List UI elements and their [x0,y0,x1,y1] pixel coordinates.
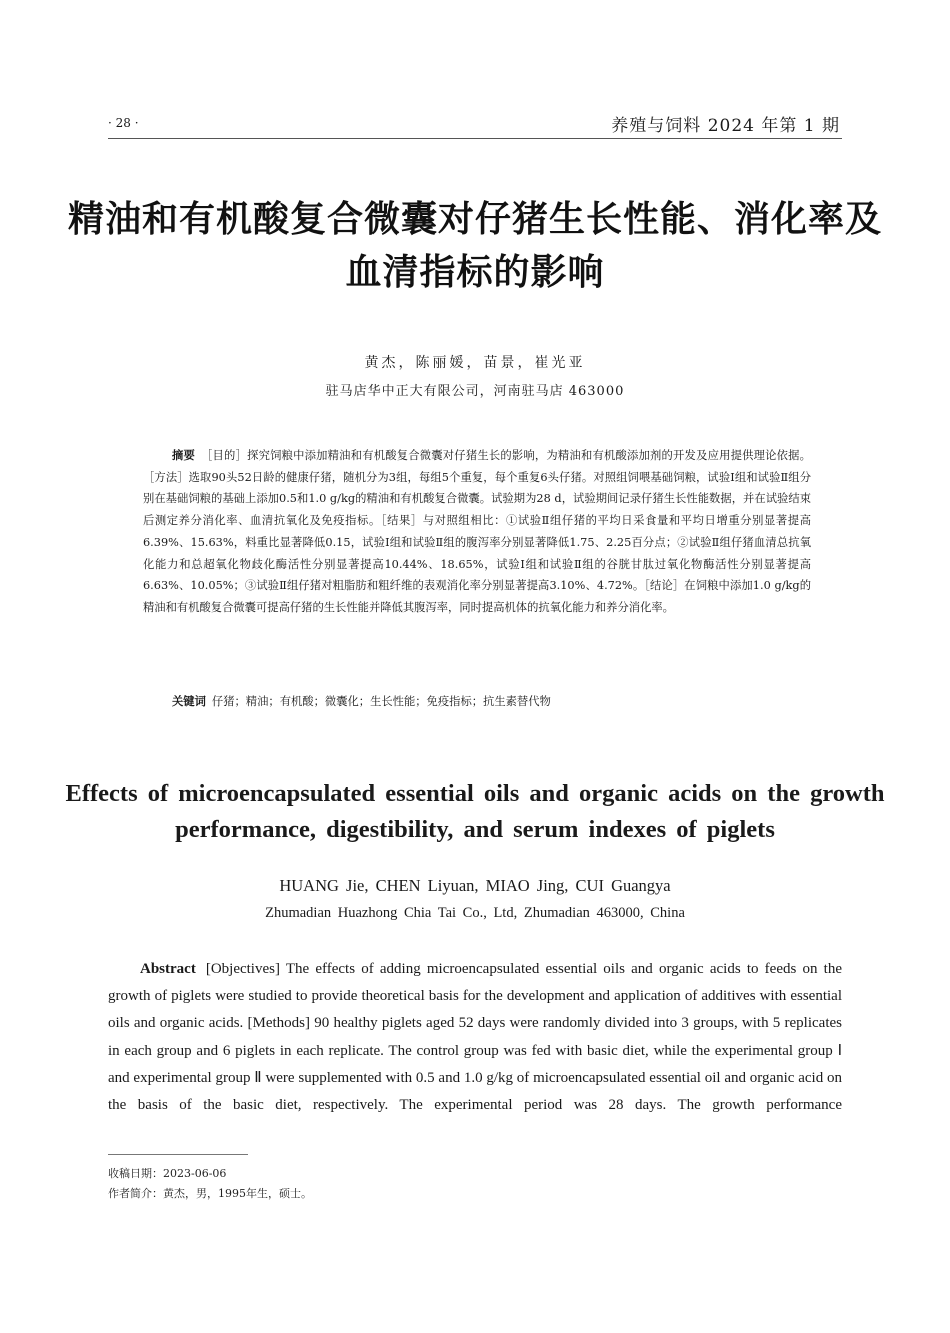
abstract-english [108,956,842,1119]
keywords-label-chinese: 关键词 [172,695,206,708]
affiliation-english: Zhumadian Huazhong Chia Tai Co., Ltd, Zhumadian 463000, China [265,905,685,921]
footnote-divider [108,1154,248,1155]
title-english: Effects of microencapsulated essential oils and organic acids on the growth performance, digestibility, and serum indexes of piglets [65,780,885,843]
keywords-body-chinese: 仔猪；精油；有机酸；微囊化；生长性能；免疫指标；抗生素替代物 [211,695,551,708]
abstract-chinese [143,445,811,619]
keywords-chinese [143,692,811,712]
journal-issue: 养殖与饲料 2024 年第 1 期 [611,116,840,136]
page-number: · 28 · [108,116,139,130]
abstract-label-chinese: 摘要 [172,449,196,462]
abstract-body-chinese: ［目的］探究饲粮中添加精油和有机酸复合微囊对仔猪生长的影响，为精油和有机酸添加剂的开发及应用提供理论依据。［方法］选取90头52日龄的健康仔猪，随机分为3组，每组5个重复，每个重复6头仔猪。对照组饲喂基础饲粮，试验Ⅰ组和试验Ⅱ组分别在基础饲粮的基础上添加0.5和1.0 g/kg的精油和有机酸复合微囊。试验期为28 d，试验期间记录仔猪生长性能数据，并在试验结束后测定养分消化率、血清抗氧化及免疫指标。［结果］与对照组相比：①试验Ⅱ组仔猪的平均日采食量和平均日增重分别显著提高6.39%、15.63%，料重比显著降低0.15，试验Ⅰ组和试验Ⅱ组的腹泻率分别显著降低1.75、2.25百分点；②试验Ⅱ组仔猪血清总抗氧化能力和总超氧化物歧化酶活性分别显著提高10.44%、18.65%，试验Ⅰ组和试验Ⅱ组的谷胱甘肽过氧化物酶活性分别显著提高6.63%、10.05%；③试验Ⅱ组仔猪对粗脂肪和粗纤维的表观消化率分别显著提高3.10%、4.72%。［结论］在饲粮中添加1.0 g/kg的精油和有机酸复合微囊可提高仔猪的生长性能并降低其腹泻率，同时提高机体的抗氧化能力和养分消化率。 [143,449,811,614]
running-header [108,108,842,139]
abstract-body-english: [Objectives] The effects of adding microencapsulated essential oils and organic acids to feeds on the growth of piglets were studied to provide theoretical basis for the development and application of additives with essential oils and organic acids. [Methods] 90 healthy piglets aged 52 days were randomly divided into 3 groups, with 5 replicates in each group and 6 piglets in each replicate. The control group was fed with basic diet, while the experimental group Ⅰ and experimental group Ⅱ were supplemented with 0.5 and 1.0 g/kg of microencapsulated essential oil and organic acid on the basis of the basic diet, respectively. The experimental period was 28 days. The growth performance [108,961,842,1114]
affiliation-chinese: 驻马店华中正大有限公司，河南驻马店 463000 [325,384,625,399]
authors-english: HUANG Jie, CHEN Liyuan, MIAO Jing, CUI Guangya [279,876,671,895]
title-chinese: 精油和有机酸复合微囊对仔猪生长性能、消化率及血清指标的影响 [67,199,882,293]
footnote-received-date: 收稿日期：2023-06-06 [108,1167,227,1180]
footnote-author-bio: 作者简介：黄杰，男，1995年生，硕士。 [108,1187,312,1200]
authors-chinese: 黄杰，陈丽媛，苗景，崔光亚 [364,355,586,371]
abstract-label-english: Abstract [140,961,196,977]
